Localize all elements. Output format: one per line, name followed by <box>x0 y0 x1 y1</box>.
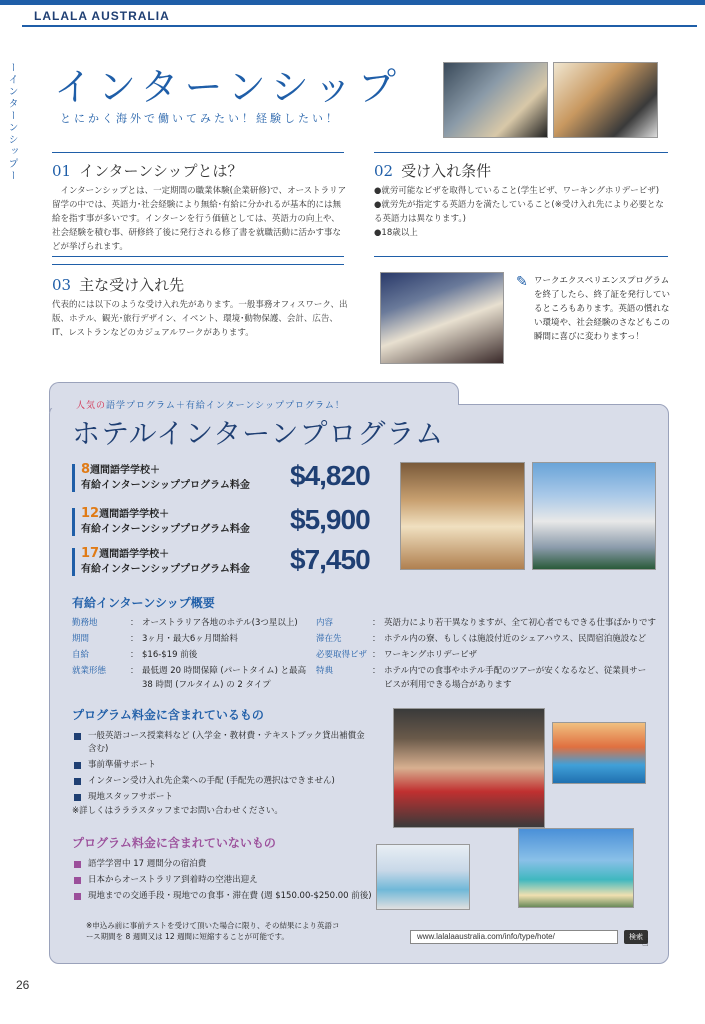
price-line1: 週間語学学校＋ <box>90 465 161 476</box>
section2-bottom-rule <box>374 256 668 257</box>
page-subtitle: とにかく海外で働いてみたい！経験したい！ <box>60 112 340 125</box>
overview-right <box>316 616 666 692</box>
included-item-text: 現地スタッフサポート <box>88 792 174 802</box>
hotel-building-photo <box>532 462 656 570</box>
bullet-square-icon <box>74 733 81 740</box>
page-number: 26 <box>16 978 30 992</box>
program-subtitle <box>76 398 345 411</box>
program-title: ホテルインターンプログラム <box>72 417 445 450</box>
excluded-note: ※申込み前に事前テストを受けて頂いた場合に限り、その結果により英語コース期間を 8 週間又は 12 週間に短縮することが可能です。 <box>86 921 340 941</box>
photo-caption: ワークエクスペリエンスプログラムを終了したら、終了証を発行しているところもあります。英語の慣れない環境や、社会経験のさなどもこの瞬間に喜びに変わりますっ！ <box>534 276 671 342</box>
pool-photo <box>552 722 646 784</box>
office-photo-2 <box>553 62 658 138</box>
included-item-text: 一般英語コース授業料など (入学金・教材費・テキストブック貸出補償金含む) <box>88 731 365 754</box>
included-item-text: インターン受け入れ先企業への手配 (手配先の選択はできません) <box>88 776 335 786</box>
section2-number: 02 <box>374 162 394 180</box>
section2-item: ●就労先が指定する英語力を満たしていること(※受け入れ先により必要となる英語力は異なります。) <box>374 200 664 224</box>
price-line2: 有給インターンシッププログラム料金 <box>81 564 250 575</box>
program-subtitle-text: 語学プログラム＋有給インターンシッププログラム！ <box>106 401 345 411</box>
section1-body: インターンシップとは、一定期間の職業体験(企業研修)で、オーストラリア留学の中では、英語力･社会経験により無給･有給に分かれるが基本的には無給を指す事が多いです。インターンを行う価値としては、英語力の向上や、社会経験を積む事、研修終了後に発行される修了書を就職活動に活かす事などが挙げられます。 <box>52 186 347 252</box>
overview-colon: ： <box>372 634 381 644</box>
price-row <box>72 546 392 578</box>
program-subtitle-highlight: 人気の <box>76 401 107 411</box>
overview-colon: ： <box>372 666 381 676</box>
section1-heading <box>52 160 243 181</box>
overview-left <box>72 616 312 692</box>
section1-bottom-rule <box>52 256 344 257</box>
overview-colon: ： <box>372 618 381 628</box>
section2-list <box>374 184 672 240</box>
section1-number: 01 <box>52 162 72 180</box>
price-row-bar <box>72 508 75 536</box>
price-row-label <box>81 462 250 493</box>
excluded-item-text: 語学学習中 17 週間分の宿泊費 <box>88 859 207 869</box>
included-heading: プログラム料金に含まれているもの <box>72 708 264 722</box>
price-weeks: 17 <box>81 546 100 561</box>
overview-value: ホテル内での食事やホテル手配のツアーが安くなるなど、従業員サービスが利用できる場合があります <box>384 666 647 690</box>
price-row <box>72 506 392 538</box>
bullet-square-icon <box>74 778 81 785</box>
url-search-field[interactable]: www.lalalaaustralia.com/info/type/hote/ <box>410 930 618 944</box>
overview-value: ワーキングホリデービザ <box>384 650 478 660</box>
price-row-label <box>81 546 250 577</box>
price-row-label <box>81 506 250 537</box>
office-photo-1 <box>443 62 548 138</box>
overview-colon: ： <box>130 666 139 676</box>
included-list <box>72 730 372 807</box>
bullet-square-icon <box>74 877 81 884</box>
excluded-item-text: 日本からオーストラリア到着時の空港出迎え <box>88 875 258 885</box>
overview-colon: ： <box>372 650 381 660</box>
included-item <box>72 730 372 756</box>
certificate-photo <box>380 272 504 364</box>
section3-heading-text: 主な受け入れ先 <box>79 276 185 294</box>
price-line1: 週間語学学校＋ <box>99 549 170 560</box>
excluded-heading: プログラム料金に含まれていないもの <box>72 836 276 850</box>
price-line2: 有給インターンシッププログラム料金 <box>81 524 250 535</box>
section1-heading-text: インターンシップとは？ <box>79 162 243 180</box>
overview-value: 最低週 20 時間保障 (パートタイム) と最高 38 時間 (フルタイム) の 2 タイプ <box>142 666 307 690</box>
bullet-square-icon <box>74 893 81 900</box>
overview-colon: ： <box>130 618 139 628</box>
excluded-item-text: 現地までの交通手段・現地での食事・滞在費 (週 $150.00-$250.00 前後) <box>88 891 372 901</box>
bullet-square-icon <box>74 794 81 801</box>
excluded-item <box>72 874 372 887</box>
excluded-item <box>72 858 372 871</box>
overview-key: 滞在先 <box>316 634 342 644</box>
beach-photo <box>518 828 634 908</box>
overview-key: 期間 <box>72 634 90 644</box>
section2-heading <box>374 160 491 181</box>
header-rule <box>22 25 697 27</box>
section3-body: 代表的には以下のような受け入れ先があります。一般事務オフィスワーク、出版、ホテル、観光･旅行デザイン、イベント、環境･動物保護、会計、広告、IT、レストランなどのカジュアルワークがあります。 <box>52 300 348 338</box>
section3-number: 03 <box>52 276 72 294</box>
overview-value: オーストラリア各地のホテル(3つ星以上) <box>142 618 298 628</box>
excluded-list <box>72 858 372 906</box>
top-accent-bar <box>0 0 705 5</box>
overview-key: 特典 <box>316 666 334 676</box>
overview-colon: ： <box>130 650 139 660</box>
included-item-text: 事前準備サポート <box>88 760 157 770</box>
price-row <box>72 462 392 494</box>
bullet-square-icon <box>74 762 81 769</box>
price-value: $4,820 <box>290 460 370 491</box>
bullet-square-icon <box>74 861 81 868</box>
price-weeks: 8 <box>81 462 91 477</box>
section3-top-rule <box>52 264 344 265</box>
search-button[interactable]: 検索 <box>624 930 648 944</box>
price-value: $5,900 <box>290 504 370 535</box>
price-weeks: 12 <box>81 506 100 521</box>
overview-value: 3ヶ月・最大6ヶ月間給料 <box>142 634 238 644</box>
pointer-cursor-icon: ☝ <box>642 936 649 949</box>
overview-key: 内容 <box>316 618 334 628</box>
included-note: ※詳しくはラララスタッフまでお問い合わせください。 <box>72 806 283 816</box>
pencil-icon: ✎ <box>516 274 528 290</box>
group-photo <box>393 708 545 828</box>
overview-colon: ： <box>130 634 139 644</box>
side-vertical-title: ーインターンシップー <box>6 62 17 182</box>
overview-heading: 有給インターンシップ概要 <box>72 596 215 610</box>
price-line1: 週間語学学校＋ <box>99 509 170 520</box>
overview-value: $16-$19 前後 <box>142 650 198 660</box>
excluded-item <box>72 890 372 903</box>
price-line2: 有給インターンシッププログラム料金 <box>81 480 250 491</box>
brand-label: LALALA AUSTRALIA <box>34 9 170 23</box>
overview-value: ホテル内の寮、もしくは施設付近のシェアハウス、民間宿泊施設など <box>384 634 647 644</box>
overview-key: 自給 <box>72 650 90 660</box>
included-item <box>72 791 372 804</box>
section2-item: ●就労可能なビザを取得していること(学生ビザ、ワーキングホリデービザ) <box>374 186 660 196</box>
included-item <box>72 775 372 788</box>
hotel-room-photo <box>400 462 525 570</box>
overview-value: 英語力により若干異なりますが、全て初心者でもできる仕事ばかりです <box>384 618 657 628</box>
section3-heading <box>52 274 184 295</box>
price-row-bar <box>72 464 75 492</box>
overview-key: 就業形態 <box>72 666 107 676</box>
section2-heading-text: 受け入れ条件 <box>401 162 492 180</box>
overview-key: 必要取得ビザ <box>316 650 368 660</box>
section1-top-rule <box>52 152 344 153</box>
section2-top-rule <box>374 152 668 153</box>
included-item <box>72 759 372 772</box>
overview-key: 勤務地 <box>72 618 98 628</box>
page-title: インターンシップ <box>54 65 403 109</box>
terrace-photo <box>376 844 470 910</box>
price-value: $7,450 <box>290 544 370 575</box>
section2-item: ●18歳以上 <box>374 228 418 238</box>
price-row-bar <box>72 548 75 576</box>
